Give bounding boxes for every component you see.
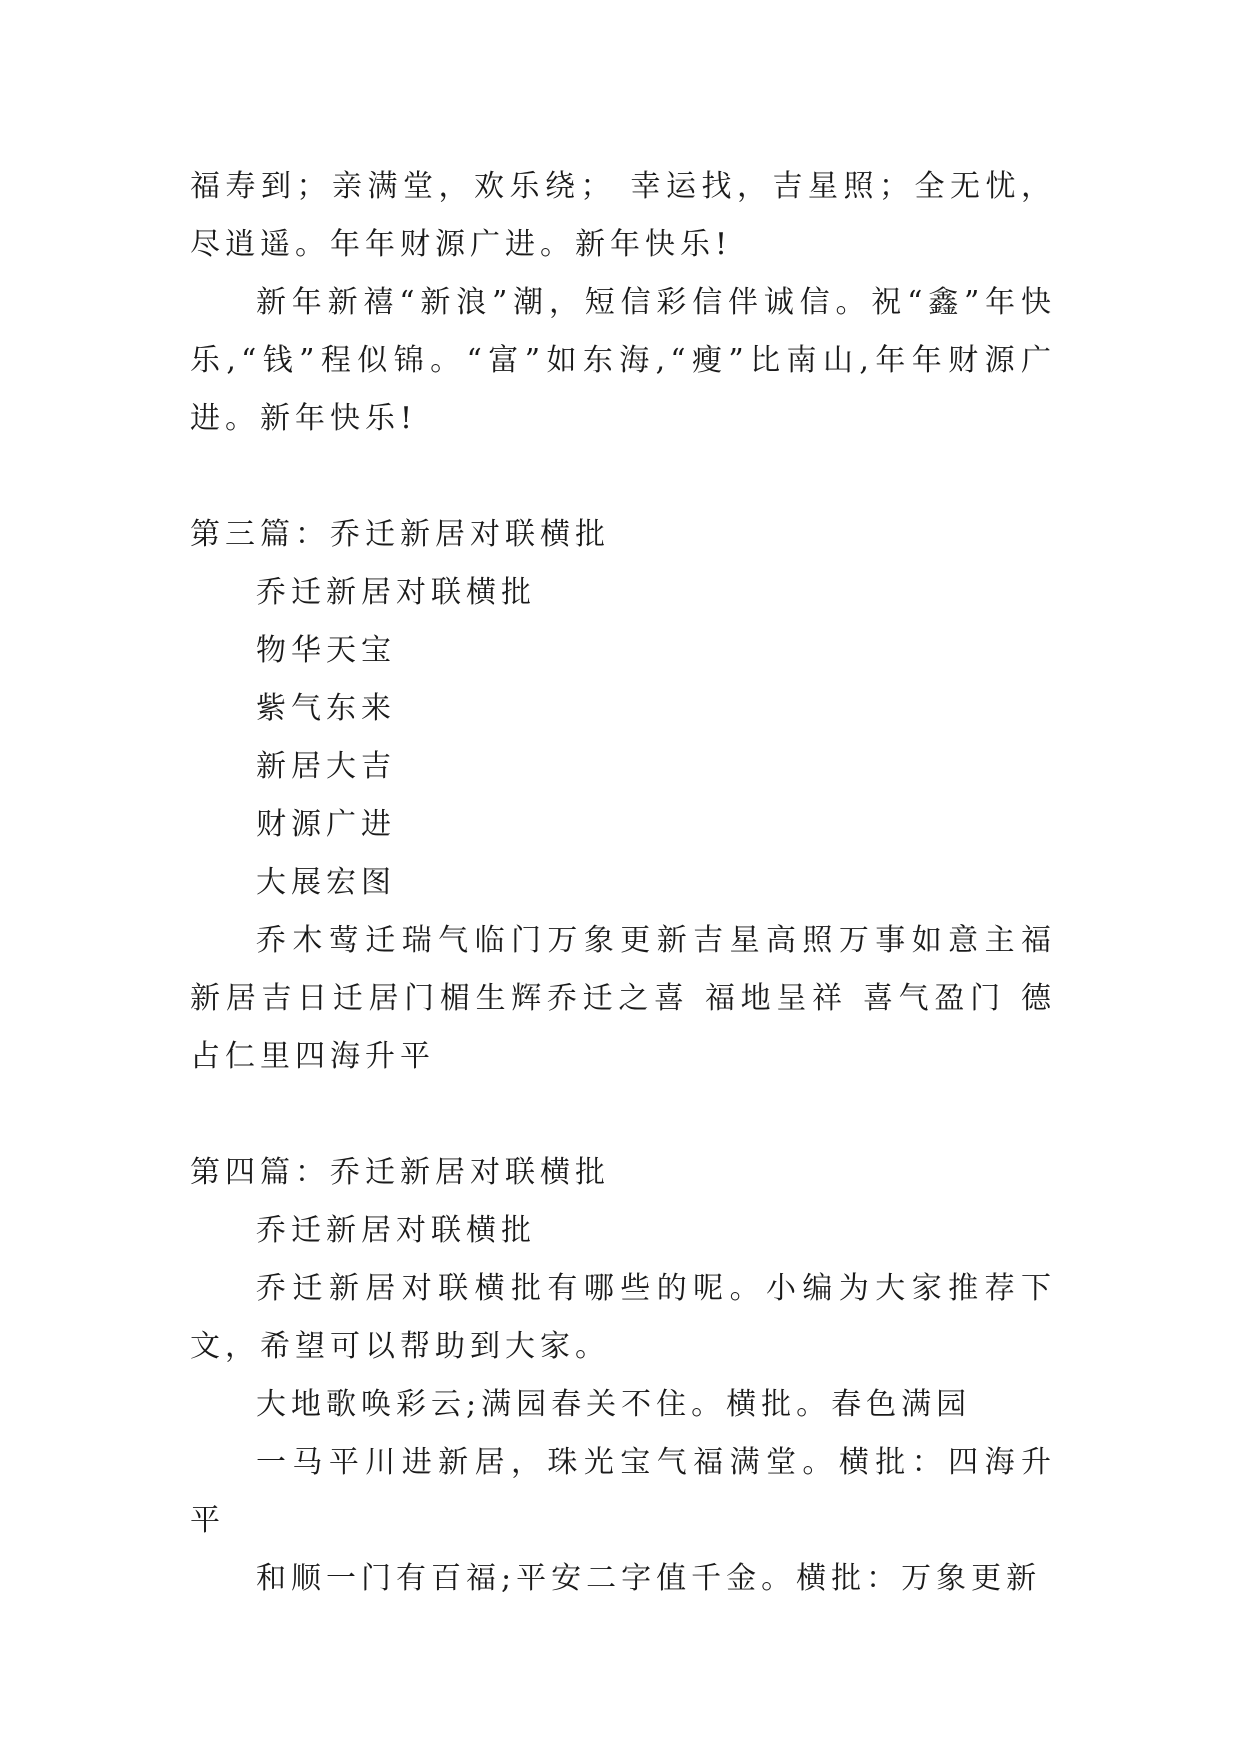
section3-line: 乔迁新居对联横批 <box>256 575 536 610</box>
couplet-line: 大地歌唤彩云;满园春关不住。横批。春色满园 <box>256 1387 972 1422</box>
couplet-line: 一马平川进新居，珠光宝气福满堂。横批：四海升平 <box>190 1445 1056 1538</box>
section3-line: 新居大吉 <box>256 749 396 784</box>
section3-line: 紫气东来 <box>256 691 396 726</box>
paragraph-new-year-greeting-sms: 新年新禧“新浪”潮，短信彩信伴诚信。祝“鑫”年快乐,“钱”程似锦。“富”如东海,“瘦”比南山,年年财源广进。新年快乐! <box>190 285 1056 436</box>
paragraph-new-year-greeting-end: 福寿到；亲满堂，欢乐绕； 幸运找，吉星照；全无忧，尽逍遥。年年财源广进。新年快乐! <box>190 169 1056 262</box>
document-body <box>190 158 1056 1608</box>
section3-line: 物华天宝 <box>256 633 396 668</box>
section3-line: 财源广进 <box>256 807 396 842</box>
section3-line: 大展宏图 <box>256 865 396 900</box>
section4-intro: 乔迁新居对联横批有哪些的呢。小编为大家推荐下文，希望可以帮助到大家。 <box>190 1271 1056 1364</box>
section3-paragraph: 乔木莺迁瑞气临门万象更新吉星高照万事如意主福新居吉日迁居门楣生辉乔迁之喜 福地呈祥 喜气盈门 德占仁里四海升平 <box>190 923 1056 1074</box>
section4-title-line: 乔迁新居对联横批 <box>256 1213 536 1248</box>
couplet-line: 和顺一门有百福;平安二字值千金。横批：万象更新 <box>256 1561 1042 1596</box>
section-heading-3: 第三篇：乔迁新居对联横批 <box>190 517 610 552</box>
section-heading-4: 第四篇：乔迁新居对联横批 <box>190 1155 610 1190</box>
